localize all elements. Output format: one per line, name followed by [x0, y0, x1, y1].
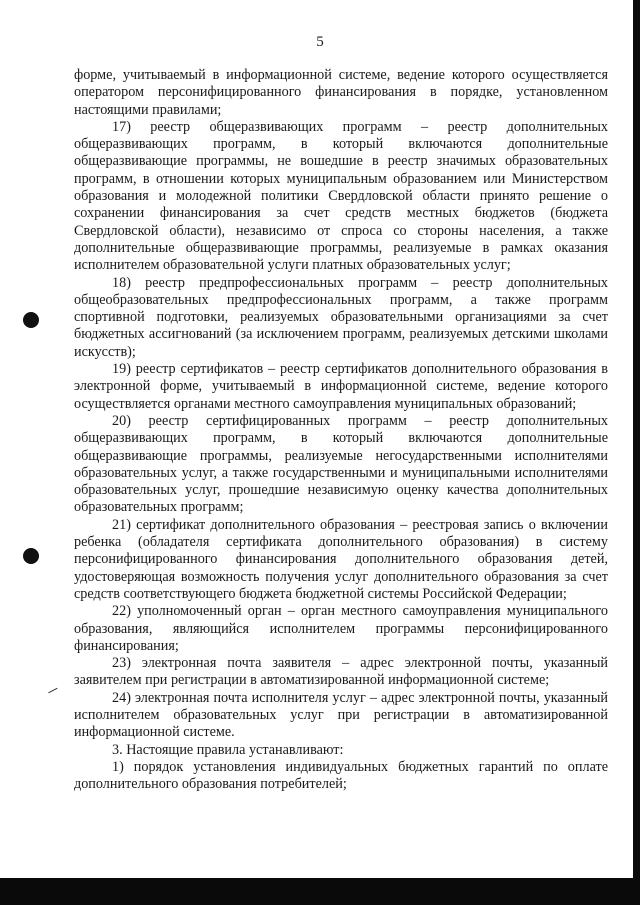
page-number: 5 [316, 34, 324, 50]
punch-hole-top [23, 312, 39, 328]
scan-edge-right [633, 0, 640, 905]
section-3-item-1: 1) порядок установления индивидуальных бюджетных гарантий по оплате дополнительного образования потребителей; [74, 758, 608, 793]
definition-17: 17) реестр общеразвивающих программ – реестр дополнительных общеразвивающих программ, в который включаются дополнительные общеразвивающие программы, не вошедшие в реестр значимых образовательных программ, в отношении которых муниципальным образованием или Министерством образования и молодежной политики Свердловской области принято решение о сохранении финансирования за счет средств местных бюджетов (бюджета Свердловской области), независимо от спроса со стороны населения, а также дополнительные общеразвивающие программы, реализуемые в рамках оказания исполнителем образовательной услуги платных образовательных услуг; [74, 118, 608, 274]
punch-hole-bottom [23, 548, 39, 564]
definition-21: 21) сертификат дополнительного образования – реестровая запись о включении ребенка (обладателя сертификата дополнительного образования) в систему персонифицированного финансирования дополнительного образования детей, удостоверяющая возможность получения услуг дополнительного образования за счет средств соответствующего бюджета бюджетной системы Российской Федерации; [74, 516, 608, 602]
paragraph-continuation: форме, учитываемый в информационной системе, ведение которого осуществляется оператором персонифицированного финансирования в порядке, установленном настоящими правилами; [74, 67, 608, 118]
definition-23: 23) электронная почта заявителя – адрес электронной почты, указанный заявителем при регистрации в автоматизированной информационной системе; [74, 655, 608, 689]
section-3-heading: 3. Настоящие правила устанавливают: [112, 741, 344, 758]
definition-24: 24) электронная почта исполнителя услуг – адрес электронной почты, указанный исполнителем образовательных услуг при регистрации в автоматизированной информационной системе. [74, 689, 608, 741]
scan-edge-bottom [0, 878, 640, 905]
document-body [74, 67, 608, 793]
stray-pen-mark [48, 688, 57, 694]
definition-19: 19) реестр сертификатов – реестр сертификатов дополнительного образования в электронной форме, учитываемый в информационной системе, ведение которого осуществляется органами местного самоуправления муниципальных образований; [74, 361, 608, 412]
definition-18: 18) реестр предпрофессиональных программ – реестр дополнительных общеобразовательных предпрофессиональных программ, а также программ спортивной подготовки, реализуемых образовательными организациями за счет бюджетных ассигнований (за исключением программ, реализуемых детскими школами искусств); [74, 274, 608, 360]
definition-22: 22) уполномоченный орган – орган местного самоуправления муниципального образования, являющийся исполнителем программы персонифицированного финансирования; [74, 603, 608, 654]
definition-20: 20) реестр сертифицированных программ – реестр дополнительных общеразвивающих программ, в который включаются дополнительные общеразвивающие программы, реализуемые негосударственными исполнителями образовательных услуг, а также государственными и муниципальными исполнителями образовательных услуг, прошедшие независимую оценку качества дополнительных образовательных программ; [74, 412, 608, 516]
